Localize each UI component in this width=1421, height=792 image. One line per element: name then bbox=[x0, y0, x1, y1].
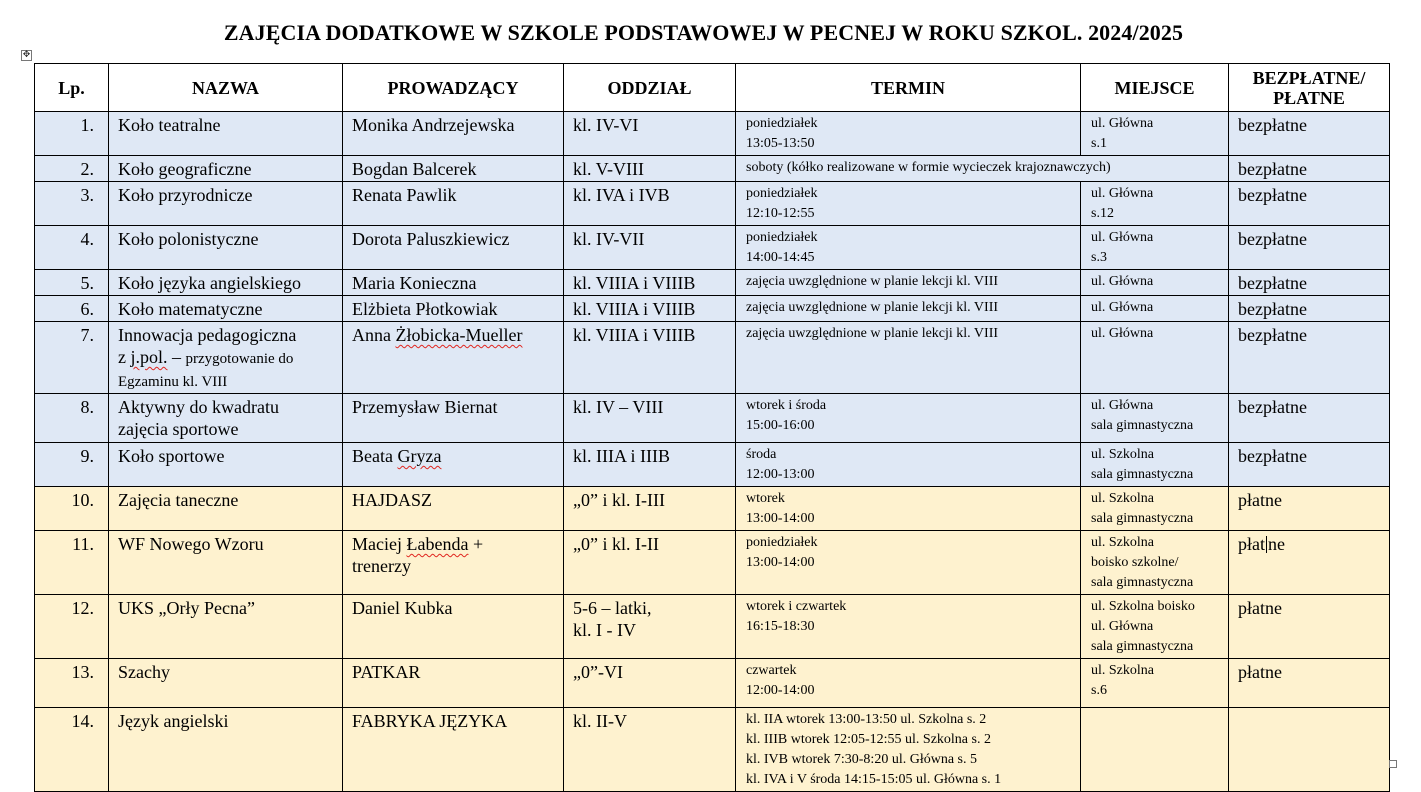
table-row bbox=[35, 595, 1390, 659]
activities-table bbox=[34, 63, 1390, 792]
cell-oddzial[interactable] bbox=[564, 595, 736, 659]
cell-prowadzacy[interactable]: Monika Andrzejewska bbox=[343, 112, 564, 156]
miejsce-line: s.6 bbox=[1091, 683, 1107, 698]
table-row bbox=[35, 112, 1390, 156]
table-row bbox=[35, 296, 1390, 322]
prowadzacy-line: trenerzy bbox=[352, 556, 411, 576]
cell-termin[interactable]: zajęcia uwzględnione w planie lekcji kl. VIII bbox=[736, 322, 1081, 394]
termin-line: 12:00-13:00 bbox=[746, 467, 815, 482]
cell-lp[interactable]: 14. bbox=[35, 708, 109, 792]
cell-oplata[interactable]: bezpłatne bbox=[1229, 112, 1390, 156]
cell-oplata[interactable]: bezpłatne bbox=[1229, 182, 1390, 226]
cell-prowadzacy[interactable] bbox=[343, 443, 564, 487]
nazwa-line: zajęcia sportowe bbox=[118, 419, 239, 439]
cell-oplata[interactable] bbox=[1229, 531, 1390, 595]
cell-lp[interactable]: 10. bbox=[35, 487, 109, 531]
miejsce-line: sala gimnastyczna bbox=[1091, 418, 1194, 433]
cell-lp[interactable]: 12. bbox=[35, 595, 109, 659]
table-row bbox=[35, 531, 1390, 595]
cell-termin[interactable] bbox=[736, 443, 1081, 487]
miejsce-line: ul. Główna bbox=[1091, 619, 1154, 634]
termin-line: kl. IVB wtorek 7:30-8:20 ul. Główna s. 5 bbox=[746, 752, 977, 767]
cell-nazwa[interactable]: Koło matematyczne bbox=[109, 296, 343, 322]
cell-lp[interactable]: 5. bbox=[35, 270, 109, 296]
cell-prowadzacy[interactable]: PATKAR bbox=[343, 659, 564, 708]
cell-nazwa[interactable]: Język angielski bbox=[109, 708, 343, 792]
prowadzacy-part: Anna bbox=[352, 325, 396, 345]
cell-termin[interactable] bbox=[736, 531, 1081, 595]
termin-line: 13:00-14:00 bbox=[746, 555, 815, 570]
table-row bbox=[35, 156, 1390, 182]
cell-oddzial[interactable]: kl. V-VIII bbox=[564, 156, 736, 182]
termin-line: 13:00-14:00 bbox=[746, 511, 815, 526]
cell-prowadzacy[interactable]: HAJDASZ bbox=[343, 487, 564, 531]
spellcheck-word: j.pol. bbox=[130, 347, 168, 367]
cell-nazwa[interactable]: WF Nowego Wzoru bbox=[109, 531, 343, 595]
oplata-part: ne bbox=[1268, 534, 1285, 554]
cell-miejsce[interactable]: ul. Główna bbox=[1081, 296, 1229, 322]
cell-nazwa[interactable] bbox=[109, 394, 343, 443]
cell-termin[interactable] bbox=[736, 394, 1081, 443]
cell-oplata[interactable]: bezpłatne bbox=[1229, 322, 1390, 394]
cell-prowadzacy[interactable]: Renata Pawlik bbox=[343, 182, 564, 226]
oddzial-line: kl. I - IV bbox=[573, 620, 636, 640]
cell-miejsce[interactable] bbox=[1081, 112, 1229, 156]
prowadzacy-part: Maciej bbox=[352, 534, 407, 554]
cell-oddzial[interactable]: kl. IV – VIII bbox=[564, 394, 736, 443]
table-row bbox=[35, 487, 1390, 531]
cell-miejsce[interactable]: ul. Główna bbox=[1081, 270, 1229, 296]
miejsce-line: sala gimnastyczna bbox=[1091, 467, 1194, 482]
oplata-part: płat bbox=[1238, 534, 1265, 554]
cell-oddzial[interactable]: „0” i kl. I-II bbox=[564, 531, 736, 595]
cell-lp[interactable]: 2. bbox=[35, 156, 109, 182]
termin-line: kl. IIA wtorek 13:00-13:50 ul. Szkolna s. 2 bbox=[746, 712, 987, 727]
cell-oddzial[interactable]: kl. VIIIA i VIIIB bbox=[564, 322, 736, 394]
cell-termin[interactable] bbox=[736, 659, 1081, 708]
miejsce-line: ul. Główna bbox=[1091, 186, 1154, 201]
cell-oddzial[interactable]: „0” i kl. I-III bbox=[564, 487, 736, 531]
cell-termin[interactable] bbox=[736, 112, 1081, 156]
miejsce-line: sala gimnastyczna bbox=[1091, 575, 1194, 590]
cell-prowadzacy[interactable]: Maria Konieczna bbox=[343, 270, 564, 296]
termin-line: 14:00-14:45 bbox=[746, 250, 815, 265]
table-row bbox=[35, 659, 1390, 708]
nazwa-part: – bbox=[167, 347, 186, 367]
miejsce-line: sala gimnastyczna bbox=[1091, 511, 1194, 526]
table-row bbox=[35, 270, 1390, 296]
cell-miejsce[interactable] bbox=[1081, 595, 1229, 659]
termin-line: kl. IVA i V środa 14:15-15:05 ul. Główna s. 1 bbox=[746, 772, 1002, 787]
miejsce-line: ul. Szkolna bbox=[1091, 535, 1154, 550]
cell-prowadzacy[interactable] bbox=[343, 322, 564, 394]
table-row bbox=[35, 322, 1390, 394]
header-oplata bbox=[1229, 64, 1390, 112]
cell-oplata[interactable]: płatne bbox=[1229, 487, 1390, 531]
termin-line: wtorek bbox=[746, 491, 785, 506]
miejsce-line: ul. Szkolna boisko bbox=[1091, 599, 1195, 614]
cell-oddzial[interactable]: kl. IIIA i IIIB bbox=[564, 443, 736, 487]
termin-line: poniedziałek bbox=[746, 230, 818, 245]
miejsce-line: sala gimnastyczna bbox=[1091, 639, 1194, 654]
nazwa-subtext: przygotowanie do Egzaminu kl. VIII bbox=[118, 351, 294, 390]
miejsce-line: s.12 bbox=[1091, 206, 1114, 221]
cell-nazwa[interactable]: Szachy bbox=[109, 659, 343, 708]
cell-prowadzacy[interactable]: Daniel Kubka bbox=[343, 595, 564, 659]
cell-lp[interactable]: 1. bbox=[35, 112, 109, 156]
cell-miejsce[interactable] bbox=[1081, 182, 1229, 226]
cell-oddzial[interactable]: kl. IV-VI bbox=[564, 112, 736, 156]
miejsce-line: ul. Szkolna bbox=[1091, 663, 1154, 678]
cell-oddzial[interactable]: kl. IV-VII bbox=[564, 226, 736, 270]
cell-lp[interactable]: 13. bbox=[35, 659, 109, 708]
termin-line: poniedziałek bbox=[746, 186, 818, 201]
table-row bbox=[35, 226, 1390, 270]
cell-oplata[interactable]: bezpłatne bbox=[1229, 156, 1390, 182]
cell-miejsce[interactable] bbox=[1081, 226, 1229, 270]
cell-miejsce[interactable] bbox=[1081, 487, 1229, 531]
termin-line: wtorek i środa bbox=[746, 398, 827, 413]
cell-termin[interactable]: zajęcia uwzględnione w planie lekcji kl. VIII bbox=[736, 270, 1081, 296]
termin-line: kl. IIIB wtorek 12:05-12:55 ul. Szkolna s. 2 bbox=[746, 732, 991, 747]
cell-nazwa[interactable]: Koło geograficzne bbox=[109, 156, 343, 182]
cell-lp[interactable]: 6. bbox=[35, 296, 109, 322]
termin-line: 15:00-16:00 bbox=[746, 418, 815, 433]
cell-nazwa[interactable]: Zajęcia taneczne bbox=[109, 487, 343, 531]
cell-oddzial[interactable]: kl. IVA i IVB bbox=[564, 182, 736, 226]
cell-nazwa[interactable]: Koło sportowe bbox=[109, 443, 343, 487]
cell-oplata[interactable]: płatne bbox=[1229, 595, 1390, 659]
cell-lp[interactable]: 4. bbox=[35, 226, 109, 270]
termin-line: poniedziałek bbox=[746, 116, 818, 131]
resize-square-icon[interactable] bbox=[1389, 760, 1397, 768]
miejsce-line: s.3 bbox=[1091, 250, 1107, 265]
move-cross-icon[interactable]: ✥ bbox=[22, 50, 31, 60]
cell-miejsce[interactable] bbox=[1081, 708, 1229, 792]
cell-oplata[interactable]: bezpłatne bbox=[1229, 270, 1390, 296]
header-oplata-line2: PŁATNE bbox=[1273, 87, 1345, 108]
header-oplata-line1: BEZPŁATNE/ bbox=[1252, 67, 1366, 88]
termin-line: środa bbox=[746, 447, 777, 462]
header-oddzial: ODDZIAŁ bbox=[564, 64, 736, 112]
cell-miejsce[interactable] bbox=[1081, 659, 1229, 708]
table-row bbox=[35, 443, 1390, 487]
cell-miejsce[interactable]: ul. Główna bbox=[1081, 322, 1229, 394]
miejsce-line: ul. Główna bbox=[1091, 116, 1154, 131]
cell-nazwa[interactable]: Koło teatralne bbox=[109, 112, 343, 156]
miejsce-line: ul. Główna bbox=[1091, 230, 1154, 245]
cell-termin[interactable] bbox=[736, 226, 1081, 270]
cell-termin[interactable] bbox=[736, 182, 1081, 226]
termin-line: 13:05-13:50 bbox=[746, 136, 815, 151]
cell-lp[interactable]: 3. bbox=[35, 182, 109, 226]
cell-oplata[interactable]: bezpłatne bbox=[1229, 394, 1390, 443]
cell-miejsce[interactable] bbox=[1081, 443, 1229, 487]
cell-nazwa[interactable]: Koło przyrodnicze bbox=[109, 182, 343, 226]
text-cursor bbox=[1266, 536, 1267, 553]
cell-oddzial[interactable]: kl. VIIIA i VIIIB bbox=[564, 270, 736, 296]
cell-oplata[interactable]: bezpłatne bbox=[1229, 443, 1390, 487]
cell-nazwa[interactable]: UKS „Orły Pecna” bbox=[109, 595, 343, 659]
cell-oddzial[interactable]: kl. II-V bbox=[564, 708, 736, 792]
miejsce-line: boisko szkolne/ bbox=[1091, 555, 1179, 570]
termin-line: poniedziałek bbox=[746, 535, 818, 550]
termin-line: wtorek i czwartek bbox=[746, 599, 847, 614]
spellcheck-word: Żłobicka-Mueller bbox=[395, 325, 523, 345]
cell-oplata[interactable] bbox=[1229, 708, 1390, 792]
document-title: ZAJĘCIA DODATKOWE W SZKOLE PODSTAWOWEJ W PECNEJ W ROKU SZKOL. 2024/2025 bbox=[223, 20, 1184, 45]
nazwa-part: z bbox=[118, 347, 131, 367]
cell-prowadzacy[interactable]: Dorota Paluszkiewicz bbox=[343, 226, 564, 270]
cell-oplata[interactable]: płatne bbox=[1229, 659, 1390, 708]
cell-miejsce[interactable] bbox=[1081, 531, 1229, 595]
cell-prowadzacy[interactable]: Elżbieta Płotkowiak bbox=[343, 296, 564, 322]
oddzial-line: 5-6 – latki, bbox=[573, 598, 652, 618]
header-lp: Lp. bbox=[35, 64, 109, 112]
cell-nazwa[interactable]: Koło języka angielskiego bbox=[109, 270, 343, 296]
table-row bbox=[35, 394, 1390, 443]
cell-prowadzacy[interactable]: Przemysław Biernat bbox=[343, 394, 564, 443]
nazwa-line: Innowacja pedagogiczna bbox=[118, 325, 297, 345]
header-nazwa: NAZWA bbox=[109, 64, 343, 112]
cell-oplata[interactable]: bezpłatne bbox=[1229, 226, 1390, 270]
cell-lp[interactable]: 8. bbox=[35, 394, 109, 443]
cell-termin[interactable] bbox=[736, 595, 1081, 659]
miejsce-line: ul. Szkolna bbox=[1091, 447, 1154, 462]
cell-prowadzacy[interactable]: FABRYKA JĘZYKA bbox=[343, 708, 564, 792]
cell-nazwa[interactable]: Koło polonistyczne bbox=[109, 226, 343, 270]
cell-prowadzacy[interactable]: Bogdan Balcerek bbox=[343, 156, 564, 182]
termin-line: 12:10-12:55 bbox=[746, 206, 815, 221]
miejsce-line: ul. Główna bbox=[1091, 398, 1154, 413]
table-header-row bbox=[35, 64, 1390, 112]
cell-oddzial[interactable]: „0”-VI bbox=[564, 659, 736, 708]
cell-termin[interactable] bbox=[736, 487, 1081, 531]
header-prowadzacy: PROWADZĄCY bbox=[343, 64, 564, 112]
cell-lp[interactable]: 7. bbox=[35, 322, 109, 394]
table-row bbox=[35, 182, 1390, 226]
spellcheck-word: Gryza bbox=[397, 446, 442, 466]
cell-lp[interactable]: 11. bbox=[35, 531, 109, 595]
cell-termin-merged[interactable]: soboty (kółko realizowane w formie wycieczek krajoznawczych) bbox=[736, 156, 1229, 182]
cell-nazwa[interactable] bbox=[109, 322, 343, 394]
cell-prowadzacy[interactable] bbox=[343, 531, 564, 595]
header-miejsce: MIEJSCE bbox=[1081, 64, 1229, 112]
prowadzacy-part: + bbox=[468, 534, 484, 554]
spellcheck-word: Łabenda bbox=[406, 534, 469, 554]
termin-line: 12:00-14:00 bbox=[746, 683, 815, 698]
cell-termin[interactable]: zajęcia uwzględnione w planie lekcji kl. VIII bbox=[736, 296, 1081, 322]
cell-termin[interactable] bbox=[736, 708, 1081, 792]
termin-line: czwartek bbox=[746, 663, 797, 678]
nazwa-line: Aktywny do kwadratu bbox=[118, 397, 279, 417]
termin-line: 16:15-18:30 bbox=[746, 619, 815, 634]
cell-oplata[interactable]: bezpłatne bbox=[1229, 296, 1390, 322]
header-termin: TERMIN bbox=[736, 64, 1081, 112]
miejsce-line: ul. Szkolna bbox=[1091, 491, 1154, 506]
miejsce-line: s.1 bbox=[1091, 136, 1107, 151]
prowadzacy-part: Beata bbox=[352, 446, 398, 466]
table-row bbox=[35, 708, 1390, 792]
cell-lp[interactable]: 9. bbox=[35, 443, 109, 487]
cell-oddzial[interactable]: kl. VIIIA i VIIIB bbox=[564, 296, 736, 322]
cell-miejsce[interactable] bbox=[1081, 394, 1229, 443]
